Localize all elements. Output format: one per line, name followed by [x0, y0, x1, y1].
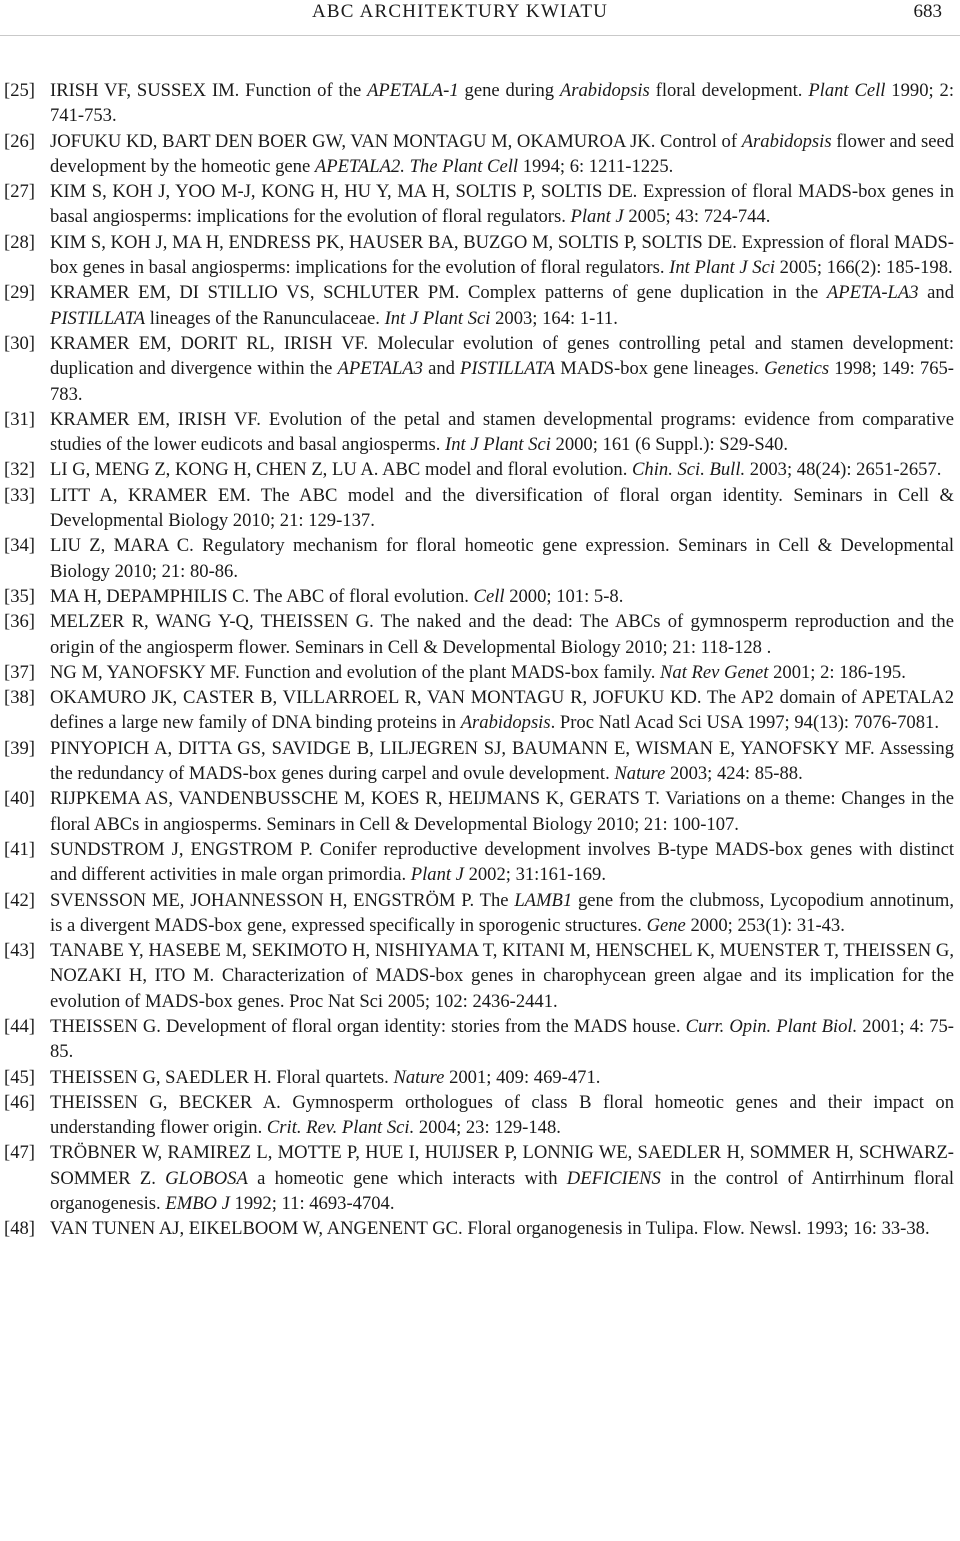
reference-text — [50, 738, 954, 784]
reference-text-segment: 1990; 2: 741-753. — [50, 80, 954, 127]
reference-item — [4, 609, 954, 660]
reference-italic-segment: APETA-LA3 — [826, 282, 919, 304]
reference-item — [4, 533, 954, 584]
reference-text-segment: in the control of Antirrhinum floral organogenesis. — [50, 1167, 955, 1215]
reference-italic-segment: Arabidopsis — [559, 80, 650, 101]
reference-text-segment: 2002; 31:161-169. — [463, 864, 606, 886]
reference-text-segment: 1994; 6: 1211-1225. — [518, 155, 674, 177]
reference-text-segment: 2005; 43: 724-744. — [623, 206, 771, 228]
reference-italic-segment: Genetics — [764, 358, 830, 380]
reference-italic-segment: APETALA3 — [337, 358, 423, 380]
reference-text-segment: gene during — [458, 80, 560, 101]
reference-item — [4, 1014, 954, 1065]
reference-text-segment: TANABE Y, HASEBE M, SEKIMOTO H, NISHIYAMA T, KITANI M, HENSCHEL K, MUENSTER T, THEISSEN G, NOZAKI H, ITO M. Characterization of MADS-box genes in charophycean green algae and its implication for the evolution of MADS-box genes. Proc Nat Sci 2005; 102: 2436-2441. — [50, 940, 954, 1012]
reference-italic-segment: EMBO J — [165, 1193, 230, 1215]
reference-text-segment: 2003; 48(24): 2651-2657. — [745, 459, 942, 481]
reference-number: [27] — [4, 181, 35, 203]
reference-text-segment: 2000; 253(1): 31-43. — [685, 914, 845, 936]
reference-number: [34] — [4, 535, 35, 557]
reference-text — [50, 1067, 600, 1088]
reference-text-segment: NG M, YANOFSKY MF. Function and evolution of the plant MADS-box family. — [50, 661, 661, 683]
reference-italic-segment: DEFICIENS — [566, 1167, 661, 1189]
reference-text-segment: 2005; 166(2): 185-198. — [775, 257, 953, 279]
reference-item — [4, 1065, 954, 1090]
reference-italic-segment: Int J Plant Sci — [445, 434, 551, 456]
reference-text-segment: lineages of the Ranunculaceae. — [145, 307, 385, 329]
reference-number: [33] — [4, 484, 35, 506]
reference-number: [28] — [4, 231, 35, 253]
reference-italic-segment: Plant Cell — [808, 80, 886, 101]
reference-text-segment: IRISH VF, SUSSEX IM. Function of the — [50, 80, 368, 101]
reference-text-segment: THEISSEN G, BECKER A. Gymnosperm orthologues of class B floral homeotic genes and their impact on understanding flower origin. — [50, 1091, 954, 1139]
reference-number: [40] — [4, 788, 35, 810]
reference-number: [38] — [4, 687, 35, 709]
reference-number: [43] — [4, 940, 35, 962]
reference-item — [4, 736, 954, 787]
reference-number: [25] — [4, 80, 35, 101]
reference-text-segment: floral development. — [649, 80, 809, 101]
reference-text-segment: THEISSEN G, SAEDLER H. Floral quartets. — [50, 1066, 394, 1088]
reference-item — [4, 179, 954, 230]
reference-text — [50, 611, 954, 657]
reference-text-segment: 2001; 2: 186-195. — [768, 661, 906, 683]
reference-item — [4, 1216, 954, 1241]
reference-item — [4, 483, 954, 534]
reference-italic-segment: PISTILLATA — [50, 307, 146, 329]
reference-item — [4, 584, 954, 609]
reference-italic-segment: Plant J — [410, 864, 464, 886]
reference-text — [50, 333, 954, 405]
reference-italic-segment: Cell — [473, 585, 505, 607]
reference-text — [50, 662, 906, 683]
reference-item — [4, 331, 954, 407]
reference-list — [4, 78, 954, 1242]
reference-text-segment: RIJPKEMA AS, VANDENBUSSCHE M, KOES R, HEIJMANS K, GERATS T. Variations on a theme: Changes in the floral ABCs in angiosperms. Seminars in Cell & Developmental Biology 2010; 21: 100-107. — [50, 788, 954, 835]
reference-text-segment: 2004; 23: 129-148. — [414, 1117, 561, 1139]
reference-text — [50, 131, 954, 177]
reference-text-segment: LI G, MENG Z, KONG H, CHEN Z, LU A. ABC model and floral evolution. — [50, 459, 633, 481]
reference-italic-segment: Nat Rev Genet — [660, 661, 769, 683]
reference-text — [50, 1218, 930, 1239]
reference-text-segment: TRÖBNER W, RAMIREZ L, MOTTE P, HUE I, HUIJSER P, LONNIG WE, SAEDLER H, SOMMER H, SCHWARZ-SOMMER Z. — [50, 1142, 954, 1189]
reference-text — [50, 80, 954, 126]
reference-text-segment: a homeotic gene which interacts with — [247, 1167, 567, 1189]
reference-text — [50, 181, 954, 227]
reference-number: [47] — [4, 1142, 35, 1164]
reference-text-segment: LITT A, KRAMER EM. The ABC model and the diversification of floral organ identity. Seminars in Cell & Developmental Biology 2010; 21: 129-137. — [50, 484, 954, 532]
reference-text-segment: 2003; 164: 1-11. — [490, 307, 618, 329]
reference-italic-segment: Int Plant J Sci — [669, 257, 775, 279]
reference-item — [4, 938, 954, 1014]
reference-item — [4, 685, 954, 736]
reference-text-segment: LIU Z, MARA C. Regulatory mechanism for floral homeotic gene expression. Seminars in Cell & Developmental Biology 2010; 21: 80-86. — [50, 535, 954, 582]
reference-item — [4, 837, 954, 888]
reference-text-segment: KRAMER EM, DI STILLIO VS, SCHLUTER PM. Complex patterns of gene duplication in the — [50, 282, 827, 304]
reference-number: [30] — [4, 332, 35, 354]
reference-text-segment: KRAMER EM, IRISH VF. Evolution of the petal and stamen developmental programs: evidence from comparative studies of the lower eudicots and basal angiosperms. — [50, 408, 954, 456]
reference-number: [36] — [4, 611, 35, 633]
reference-italic-segment: PISTILLATA — [460, 358, 556, 380]
reference-number: [31] — [4, 408, 35, 430]
reference-italic-segment: Nature — [393, 1066, 445, 1088]
reference-item — [4, 230, 954, 281]
reference-text — [50, 485, 954, 531]
reference-text-segment: 2003; 424: 85-88. — [665, 763, 803, 785]
reference-text-segment: MELZER R, WANG Y-Q, THEISSEN G. The naked and the dead: The ABCs of gymnosperm reproduction and the origin of the angiosperm flower. Seminars in Cell & Developmental Biology 2010; 21: 118-128 . — [50, 611, 954, 658]
reference-number: [41] — [4, 838, 35, 860]
header-divider — [0, 35, 960, 36]
reference-text-segment: 1992; 11: 4693-4704. — [229, 1193, 395, 1215]
reference-text — [50, 459, 941, 480]
reference-number: [37] — [4, 661, 35, 683]
reference-text-segment: THEISSEN G. Development of floral organ identity: stories from the MADS house. — [50, 1015, 686, 1037]
reference-italic-segment: Plant J — [570, 206, 624, 228]
reference-item — [4, 660, 954, 685]
reference-text — [50, 940, 954, 1012]
reference-number: [35] — [4, 585, 35, 607]
reference-item — [4, 457, 954, 482]
reference-text-segment: KIM S, KOH J, YOO M-J, KONG H, HU Y, MA H, SOLTIS P, SOLTIS DE. Expression of floral MADS-box genes in basal angiosperms: implications for the evolution of floral regulators. — [50, 181, 954, 228]
reference-text-segment: gene from the clubmoss, Lycopodium annotinum, is a divergent MADS-box gene, expressed specifically in sporogenic structures. — [50, 889, 954, 936]
reference-number: [42] — [4, 889, 35, 911]
reference-text — [50, 890, 954, 936]
reference-italic-segment: Gene — [646, 914, 686, 936]
reference-number: [32] — [4, 459, 35, 481]
reference-number: [45] — [4, 1066, 35, 1088]
reference-text-segment: VAN TUNEN AJ, EIKELBOOM W, ANGENENT GC. Floral organogenesis in Tulipa. Flow. Newsl. 1993; 16: 33-38. — [50, 1218, 930, 1240]
reference-item — [4, 888, 954, 939]
reference-italic-segment: APETALA-1 — [367, 80, 459, 101]
reference-italic-segment: Arabidopsis — [460, 712, 551, 734]
reference-italic-segment: Curr. Opin. Plant Biol. — [685, 1015, 858, 1037]
reference-text-segment: and — [422, 358, 461, 380]
reference-text — [50, 687, 954, 733]
reference-italic-segment: GLOBOSA — [165, 1167, 248, 1189]
reference-number: [48] — [4, 1218, 35, 1240]
reference-text — [50, 535, 954, 581]
reference-text-segment: KRAMER EM, DORIT RL, IRISH VF. Molecular evolution of genes controlling petal and stamen development: duplication and divergence within the — [50, 332, 954, 380]
running-header — [0, 0, 960, 30]
reference-number: [26] — [4, 130, 35, 152]
reference-text-segment: OKAMURO JK, CASTER B, VILLARROEL R, VAN MONTAGU R, JOFUKU KD. The AP2 domain of APETALA2 defines a large new family of DNA binding proteins in — [50, 687, 954, 734]
reference-italic-segment: LAMB1 — [514, 889, 573, 911]
running-title: ABC ARCHITEKTURY KWIATU — [312, 1, 609, 22]
reference-text — [50, 1092, 954, 1138]
reference-number: [39] — [4, 737, 35, 759]
reference-text-segment: SUNDSTROM J, ENGSTROM P. Conifer reproductive development involves B-type MADS-box genes with distinct and different activities in male organ primordia. — [50, 838, 954, 886]
reference-text-segment: and — [918, 282, 954, 304]
reference-text-segment: 2000; 161 (6 Suppl.): S29-S40. — [550, 434, 788, 456]
reference-italic-segment: Nature — [614, 763, 666, 785]
reference-item — [4, 78, 954, 129]
reference-italic-segment: Int J Plant Sci — [384, 307, 491, 329]
page-number: 683 — [913, 1, 942, 22]
reference-text-segment: JOFUKU KD, BART DEN BOER GW, VAN MONTAGU M, OKAMUROA JK. Control of — [50, 130, 742, 152]
reference-text-segment: 1998; 149: 765-783. — [50, 358, 954, 405]
reference-italic-segment: Crit. Rev. Plant Sci. — [266, 1117, 415, 1139]
reference-text-segment: KIM S, KOH J, MA H, ENDRESS PK, HAUSER BA, BUZGO M, SOLTIS P, SOLTIS DE. Expression of floral MADS-box genes in basal angiosperms: implications for the evolution of floral regulators. — [50, 231, 954, 279]
reference-italic-segment: Chin. Sci. Bull. — [632, 459, 746, 481]
reference-text-segment: MA H, DEPAMPHILIS C. The ABC of floral evolution. — [50, 585, 474, 607]
reference-item — [4, 1140, 954, 1216]
reference-italic-segment: APETALA2. The Plant Cell — [314, 155, 519, 177]
reference-item — [4, 1090, 954, 1141]
reference-text-segment: 2001; 409: 469-471. — [444, 1066, 601, 1088]
reference-text — [50, 282, 954, 328]
reference-item — [4, 786, 954, 837]
reference-text — [50, 409, 954, 455]
reference-text — [50, 788, 954, 834]
reference-text-segment: . Proc Natl Acad Sci USA 1997; 94(13): 7076-7081. — [550, 712, 939, 734]
reference-number: [29] — [4, 282, 35, 304]
reference-text-segment: SVENSSON ME, JOHANNESSON H, ENGSTRÖM P. The — [50, 889, 515, 911]
reference-italic-segment: Arabidopsis — [741, 130, 832, 152]
reference-text — [50, 586, 623, 607]
reference-number: [46] — [4, 1091, 35, 1113]
reference-text-segment: 2000; 101: 5-8. — [504, 585, 624, 607]
reference-item — [4, 280, 954, 331]
reference-item — [4, 129, 954, 180]
reference-item — [4, 407, 954, 458]
reference-text — [50, 1142, 954, 1214]
reference-text-segment: PINYOPICH A, DITTA GS, SAVIDGE B, LILJEGREN SJ, BAUMANN E, WISMAN E, YANOFSKY MF. Assessing the redundancy of MADS-box genes during carpel and ovule development. — [50, 737, 954, 785]
reference-text-segment: MADS-box gene lineages. — [555, 358, 765, 380]
reference-text — [50, 232, 954, 278]
reference-text-segment: 2001; 4: 75-85. — [50, 1015, 954, 1063]
reference-text — [50, 839, 954, 885]
reference-text — [50, 1016, 954, 1062]
reference-text-segment: flower and seed development by the homeotic gene — [50, 130, 954, 177]
reference-number: [44] — [4, 1015, 35, 1037]
